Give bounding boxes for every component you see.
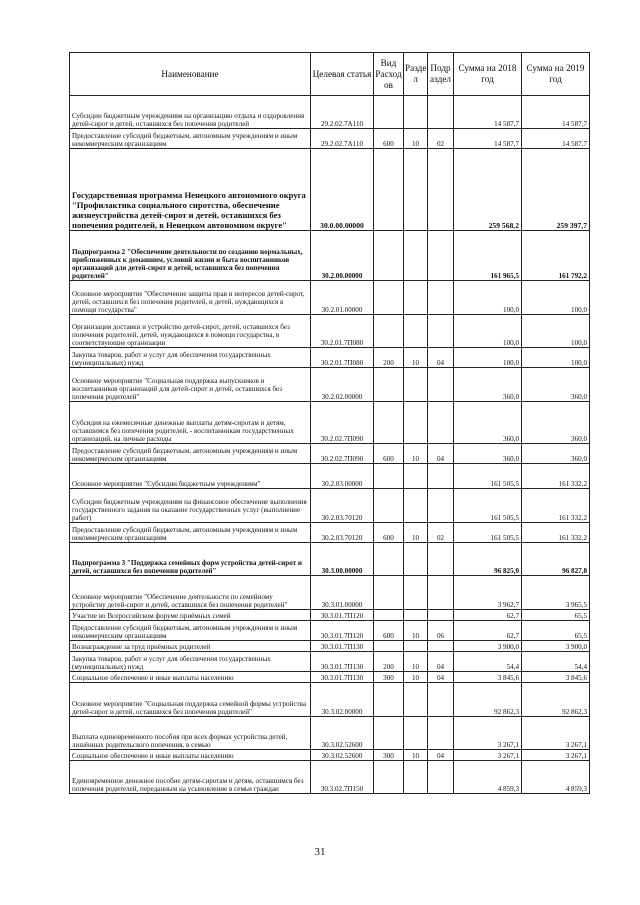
- row-expense-type: 600: [374, 523, 404, 543]
- row-section: [404, 683, 428, 717]
- row-subsection: [428, 281, 454, 315]
- table-row: [70, 683, 590, 717]
- row-sum-2018: 100,0: [454, 348, 522, 368]
- header-code: Целевая статья: [311, 53, 374, 96]
- row-code: 30.2.03.00000: [311, 464, 374, 489]
- row-section: [404, 96, 428, 129]
- row-name: Предоставление субсидий бюджетным, автономным учреждениям и иным некоммерческим организациям: [70, 621, 311, 641]
- row-sum-2018: 100,0: [454, 281, 522, 315]
- row-subsection: [428, 717, 454, 750]
- row-section: [404, 641, 428, 652]
- row-subsection: [428, 96, 454, 129]
- table-row: [70, 464, 590, 489]
- row-sum-2018: 3 845,6: [454, 672, 522, 683]
- row-sum-2019: 100,0: [522, 281, 590, 315]
- budget-table: [69, 52, 590, 794]
- row-section: [404, 543, 428, 576]
- table-row: [70, 368, 590, 402]
- row-expense-type: [374, 641, 404, 652]
- row-sum-2018: 161 505,5: [454, 464, 522, 489]
- row-name: Социальное обеспечение и иные выплаты населению: [70, 750, 311, 761]
- row-subsection: [428, 641, 454, 652]
- row-name: Государственная программа Ненецкого автономного округа "Профилактика социального сиротства, обеспечение жизнеустройства детей-сирот и детей, оставшихся без попечения родителей, в Ненецком автономном округе": [70, 149, 311, 231]
- row-sum-2019: 161 332,2: [522, 464, 590, 489]
- row-section: [404, 761, 428, 794]
- row-sum-2019: 3 965,5: [522, 576, 590, 610]
- row-sum-2019: 92 862,3: [522, 683, 590, 717]
- row-code: 30.0.00.00000: [311, 149, 374, 231]
- table-row: [70, 96, 590, 129]
- row-code: 30.3.02.52600: [311, 717, 374, 750]
- table-row: [70, 652, 590, 672]
- row-sum-2019: 360,0: [522, 402, 590, 444]
- table-row: [70, 523, 590, 543]
- row-expense-type: 600: [374, 621, 404, 641]
- row-section: 10: [404, 621, 428, 641]
- row-name: Субсидии бюджетным учреждениям на финансовое обеспечение выполнения государственного задания на оказание государственных услуг (выполнение работ): [70, 489, 311, 523]
- row-sum-2018: 3 900,0: [454, 641, 522, 652]
- row-code: 30.3.01.7П130: [311, 641, 374, 652]
- row-sum-2018: 4 859,3: [454, 761, 522, 794]
- row-code: 30.3.02.7П150: [311, 761, 374, 794]
- row-subsection: [428, 368, 454, 402]
- table-row: [70, 281, 590, 315]
- row-section: 10: [404, 652, 428, 672]
- row-sum-2018: 360,0: [454, 402, 522, 444]
- row-name: Единовременное денежное пособие детям-сиротам и детям, оставшимся без попечения родителей, переданным на усыновление в семьи граждан: [70, 761, 311, 794]
- row-name: Предоставление субсидий бюджетным, автономным учреждениям и иным некоммерческим организациям: [70, 523, 311, 543]
- row-sum-2018: 100,0: [454, 315, 522, 348]
- row-sum-2018: 3 267,1: [454, 750, 522, 761]
- table-row: [70, 489, 590, 523]
- table-row: [70, 129, 590, 149]
- header-type: Вид Расход ов: [374, 53, 404, 96]
- row-expense-type: [374, 717, 404, 750]
- row-expense-type: 600: [374, 129, 404, 149]
- row-sum-2018: 54,4: [454, 652, 522, 672]
- row-sum-2019: 14 587,7: [522, 96, 590, 129]
- row-name: Организация доставки и устройство детей-сирот, детей, оставшихся без попечения родителей, детей, нуждающихся в помощи государства, в соответствующие организации: [70, 315, 311, 348]
- row-subsection: [428, 610, 454, 621]
- budget-document-page: [69, 52, 589, 794]
- row-section: [404, 576, 428, 610]
- row-section: [404, 368, 428, 402]
- table-row: [70, 750, 590, 761]
- row-code: 30.2.02.7П090: [311, 402, 374, 444]
- row-code: 30.2.00.00000: [311, 231, 374, 281]
- row-expense-type: 200: [374, 348, 404, 368]
- row-expense-type: 200: [374, 652, 404, 672]
- row-section: [404, 315, 428, 348]
- row-sum-2019: 360,0: [522, 368, 590, 402]
- header-name: Наименование: [70, 53, 311, 96]
- row-code: 30.2.01.7П080: [311, 315, 374, 348]
- row-subsection: [428, 683, 454, 717]
- row-subsection: 06: [428, 621, 454, 641]
- table-row: [70, 444, 590, 464]
- table-row: [70, 621, 590, 641]
- row-section: 10: [404, 523, 428, 543]
- row-expense-type: [374, 368, 404, 402]
- row-sum-2018: 360,0: [454, 444, 522, 464]
- header-section: Разде л: [404, 53, 428, 96]
- row-name: Участие во Всероссийском форуме приёмных семей: [70, 610, 311, 621]
- row-subsection: [428, 761, 454, 794]
- row-sum-2019: 3 900,0: [522, 641, 590, 652]
- row-sum-2019: 161 332,2: [522, 489, 590, 523]
- header-sum-2018: Сумма на 2018 год: [454, 53, 522, 96]
- row-code: 30.3.02.52600: [311, 750, 374, 761]
- row-sum-2019: 360,0: [522, 444, 590, 464]
- row-subsection: 04: [428, 444, 454, 464]
- row-code: 30.2.03.70120: [311, 489, 374, 523]
- row-sum-2018: 161 505,5: [454, 523, 522, 543]
- row-subsection: [428, 464, 454, 489]
- row-subsection: [428, 402, 454, 444]
- row-sum-2019: 100,0: [522, 348, 590, 368]
- row-section: 10: [404, 129, 428, 149]
- row-sum-2018: 161 505,5: [454, 489, 522, 523]
- table-row: [70, 717, 590, 750]
- row-subsection: 04: [428, 750, 454, 761]
- row-expense-type: [374, 281, 404, 315]
- row-expense-type: 300: [374, 672, 404, 683]
- row-sum-2018: 14 587,7: [454, 96, 522, 129]
- row-sum-2018: 161 965,5: [454, 231, 522, 281]
- row-sum-2018: 96 825,0: [454, 543, 522, 576]
- row-subsection: 04: [428, 348, 454, 368]
- row-expense-type: [374, 576, 404, 610]
- row-code: 30.3.00.00000: [311, 543, 374, 576]
- row-sum-2019: 161 792,2: [522, 231, 590, 281]
- row-code: 30.2.02.7П090: [311, 444, 374, 464]
- row-subsection: 04: [428, 672, 454, 683]
- table-row: [70, 610, 590, 621]
- row-subsection: [428, 489, 454, 523]
- row-subsection: 04: [428, 652, 454, 672]
- page-number: 31: [314, 846, 326, 858]
- row-section: [404, 281, 428, 315]
- row-sum-2018: 360,0: [454, 368, 522, 402]
- row-expense-type: [374, 315, 404, 348]
- table-row: [70, 672, 590, 683]
- row-section: 10: [404, 348, 428, 368]
- row-name: Закупка товаров, работ и услуг для обеспечения государственных (муниципальных) нужд: [70, 652, 311, 672]
- row-expense-type: [374, 149, 404, 231]
- row-section: [404, 464, 428, 489]
- table-row: [70, 348, 590, 368]
- row-name: Закупка товаров, работ и услуг для обеспечения государственных (муниципальных) нужд: [70, 348, 311, 368]
- table-row: [70, 149, 590, 231]
- row-name: Выплата единовременного пособия при всех формах устройства детей, лишённых родительского попечения, в семью: [70, 717, 311, 750]
- row-code: 30.3.02.00000: [311, 683, 374, 717]
- row-section: [404, 231, 428, 281]
- row-name: Социальное обеспечение и иные выплаты населению: [70, 672, 311, 683]
- row-sum-2018: 62,7: [454, 610, 522, 621]
- row-sum-2018: 3 267,1: [454, 717, 522, 750]
- row-code: 30.2.01.00000: [311, 281, 374, 315]
- row-expense-type: [374, 231, 404, 281]
- row-expense-type: [374, 96, 404, 129]
- row-name: Предоставление субсидий бюджетным, автономным учреждениям и иным некоммерческим организациям: [70, 129, 311, 149]
- row-name: Предоставление субсидий бюджетным, автономным учреждениям и иным некоммерческим организациям: [70, 444, 311, 464]
- row-subsection: [428, 315, 454, 348]
- row-sum-2019: 3 845,6: [522, 672, 590, 683]
- row-sum-2019: 3 267,1: [522, 717, 590, 750]
- row-sum-2018: 3 962,7: [454, 576, 522, 610]
- table-row: [70, 231, 590, 281]
- row-expense-type: [374, 683, 404, 717]
- row-subsection: [428, 576, 454, 610]
- row-sum-2019: 259 397,7: [522, 149, 590, 231]
- table-header-row: [70, 53, 590, 96]
- row-name: Основное мероприятие "Социальная поддержка семейной формы устройства детей-сирот и детей, оставшихся без попечения родителей": [70, 683, 311, 717]
- row-name: Основное мероприятие "Субсидии бюджетным учреждениям": [70, 464, 311, 489]
- row-name: Основное мероприятие "Обеспечение деятельности по семейному устройству детей-сирот и детей, оставшихся без попечения родителей": [70, 576, 311, 610]
- row-name: Основное мероприятие "Обеспечение защиты прав и интересов детей-сирот, детей, оставшихся без попечения родителей, и детей, нуждающихся в помощи государства": [70, 281, 311, 315]
- row-code: 30.2.01.7П080: [311, 348, 374, 368]
- row-code: 30.3.01.7П120: [311, 621, 374, 641]
- row-subsection: [428, 231, 454, 281]
- row-subsection: 02: [428, 523, 454, 543]
- row-sum-2019: 54,4: [522, 652, 590, 672]
- row-sum-2019: 14 587,7: [522, 129, 590, 149]
- row-expense-type: 300: [374, 750, 404, 761]
- row-sum-2019: 100,0: [522, 315, 590, 348]
- row-sum-2019: 65,5: [522, 621, 590, 641]
- row-code: 30.3.01.7П130: [311, 652, 374, 672]
- row-name: Субсидии бюджетным учреждениям на организацию отдыха и оздоровления детей-сирот и детей, оставшихся без попечения родителей: [70, 96, 311, 129]
- header-sum-2019: Сумма на 2019 год: [522, 53, 590, 96]
- table-body: [70, 96, 590, 794]
- row-section: [404, 149, 428, 231]
- row-section: [404, 717, 428, 750]
- row-subsection: [428, 543, 454, 576]
- row-sum-2018: 259 568,2: [454, 149, 522, 231]
- row-sum-2019: 3 267,1: [522, 750, 590, 761]
- row-subsection: 02: [428, 129, 454, 149]
- row-code: 30.2.03.70120: [311, 523, 374, 543]
- row-section: 10: [404, 672, 428, 683]
- row-code: 30.3.01.7П130: [311, 672, 374, 683]
- row-section: 10: [404, 444, 428, 464]
- row-name: Субсидия на ежемесячные денежные выплаты детям-сиротам и детям, оставшимся без попечения родителей, - воспитанникам государственных организаций, на личные расходы: [70, 402, 311, 444]
- header-subsection: Подр аздел: [428, 53, 454, 96]
- row-expense-type: [374, 761, 404, 794]
- row-expense-type: [374, 489, 404, 523]
- row-section: [404, 610, 428, 621]
- row-section: 10: [404, 750, 428, 761]
- row-sum-2019: 65,5: [522, 610, 590, 621]
- row-sum-2019: 161 332,2: [522, 523, 590, 543]
- table-row: [70, 576, 590, 610]
- row-sum-2019: 4 859,3: [522, 761, 590, 794]
- row-expense-type: [374, 610, 404, 621]
- row-name: Основное мероприятие "Социальная поддержка выпускников и воспитанников организаций для детей-сирот и детей, оставшихся без попечения родителей": [70, 368, 311, 402]
- table-row: [70, 761, 590, 794]
- row-name: Подпрограмма 3 "Поддержка семейных форм устройства детей-сирот и детей, оставшихся без попечения родителей": [70, 543, 311, 576]
- row-sum-2019: 96 827,8: [522, 543, 590, 576]
- row-subsection: [428, 149, 454, 231]
- row-sum-2018: 14 587,7: [454, 129, 522, 149]
- table-row: [70, 641, 590, 652]
- row-code: 30.3.01.7П120: [311, 610, 374, 621]
- row-code: 29.2.02.7А110: [311, 129, 374, 149]
- table-row: [70, 543, 590, 576]
- row-sum-2018: 92 862,3: [454, 683, 522, 717]
- table-row: [70, 315, 590, 348]
- row-expense-type: [374, 543, 404, 576]
- row-sum-2018: 62,7: [454, 621, 522, 641]
- row-code: 30.3.01.00000: [311, 576, 374, 610]
- row-section: [404, 402, 428, 444]
- row-expense-type: [374, 464, 404, 489]
- row-expense-type: [374, 402, 404, 444]
- row-code: 29.2.02.7А110: [311, 96, 374, 129]
- row-name: Вознаграждение за труд приёмных родителей: [70, 641, 311, 652]
- row-name: Подпрограмма 2 "Обеспечение деятельности по созданию нормальных, приближенных к домашним, условий жизни и быта воспитанников организаций для детей-сирот и детей, оставшихся без попечения родителей": [70, 231, 311, 281]
- row-section: [404, 489, 428, 523]
- row-code: 30.2.02.00000: [311, 368, 374, 402]
- row-expense-type: 600: [374, 444, 404, 464]
- table-row: [70, 402, 590, 444]
